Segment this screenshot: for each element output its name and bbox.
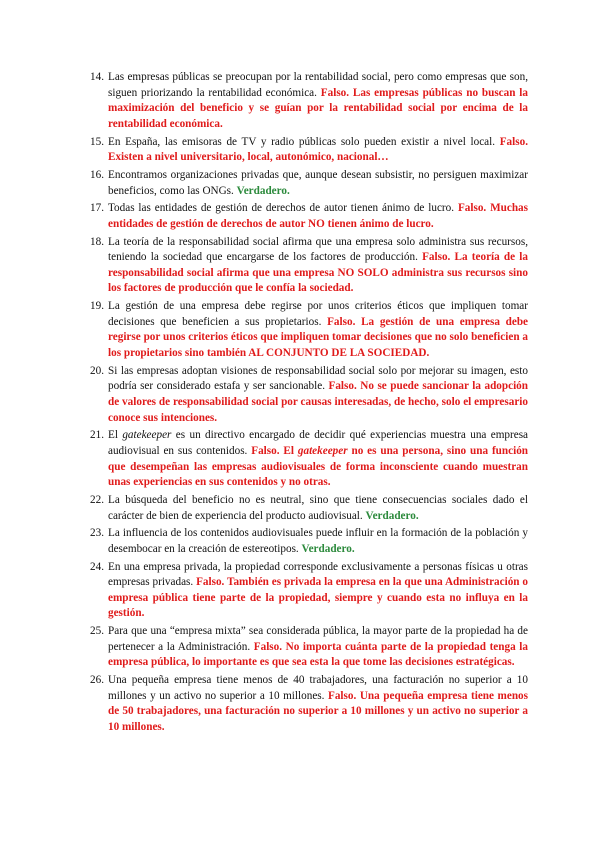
item-body [108, 70, 528, 132]
item-number: 25. [90, 625, 104, 638]
question-text: En una empresa privada, la propiedad corresponde exclusivamente a personas físicas u otras empresas privadas. [108, 560, 528, 589]
question-text: Si las empresas adoptan visiones de responsabilidad social solo por mejorar su imagen, esto podría ser considerado estafa y ser sancionable. [108, 364, 528, 393]
answer-text: Falso. No se puede sancionar la adopción de valores de responsabilidad social por causas interesadas, de hecho, solo el empresario conoce sus intenciones. [108, 380, 528, 424]
question-text: Encontramos organizaciones privadas que, aunque desean subsistir, no persiguen maximizar beneficios, como las ONGs. [108, 168, 528, 197]
question-text: La búsqueda del beneficio no es neutral, sino que tiene consecuencias sociales dado el carácter de bien de experiencia del producto audiovisual. [108, 493, 528, 522]
item-body [108, 624, 528, 671]
item-body [108, 135, 528, 166]
answer-text: Verdadero. [236, 184, 290, 197]
item-body [108, 201, 528, 232]
item-body [108, 526, 528, 557]
list-item [90, 428, 528, 490]
item-number: 20. [90, 364, 104, 377]
list-item [90, 560, 528, 622]
list-item [90, 299, 528, 361]
question-text: Todas las entidades de gestión de derechos de autor tienen ánimo de lucro. [108, 202, 455, 215]
question-text: La influencia de los contenidos audiovisuales puede influir en la formación de la población y desembocar en la creación de estereotipos. [108, 527, 528, 555]
answer-text: Falso. Una pequeña empresa tiene menos de 50 trabajadores, una facturación no superior a 10 millones y un activo no superior a 10 millones. [108, 689, 528, 733]
item-number: 16. [90, 168, 104, 181]
item-number: 21. [90, 429, 104, 442]
answer-text: Falso. Muchas entidades de gestión de derechos de autor NO tienen ánimo de lucro. [108, 202, 529, 230]
item-body [108, 364, 528, 426]
list-item [90, 624, 528, 671]
question-text-start: El [108, 429, 118, 442]
item-number: 23. [90, 527, 104, 540]
answer-text: Verdadero. [301, 542, 355, 555]
list-item [90, 168, 528, 199]
item-number: 26. [90, 674, 104, 687]
list-item [90, 493, 528, 524]
gatekeeper-term: gatekeeper [122, 429, 172, 442]
item-body [108, 493, 528, 524]
list-item [90, 526, 528, 557]
list-item [90, 235, 528, 297]
answer-text: Falso. No importa cuánta parte de la propiedad tenga la empresa pública, lo importante es que sea esta la que tome las decisiones estratégicas. [108, 640, 528, 669]
item-number: 14. [90, 71, 104, 83]
question-list [90, 70, 528, 738]
list-item [90, 135, 528, 166]
answer-text-start: Falso. El [251, 444, 294, 457]
item-number: 24. [90, 560, 104, 573]
answer-text: Falso. También es privada la empresa en la que una Administración o empresa pública tiene parte de la propiedad, siempre y cuando esta no influya en la gestión. [108, 576, 528, 620]
answer-text: Falso. La gestión de una empresa debe regirse por unos criterios éticos que impliquen tomar decisiones que no solo beneficien a los propietarios sino también AL CONJUNTO DE LA SOCIEDAD. [108, 315, 529, 360]
list-item [90, 673, 528, 735]
list-item [90, 70, 528, 132]
question-text: La gestión de una empresa debe regirse por unos criterios éticos que impliquen tomar decisiones que beneficien a sus propietarios. [108, 300, 528, 328]
question-text: La teoría de la responsabilidad social afirma que una empresa solo administra sus recursos, teniendo la sociedad que encargarse de los factores de producción. [108, 235, 528, 264]
question-text: Las empresas públicas se preocupan por la rentabilidad social, pero como empresas que son, siguen priorizando la rentabilidad económica. [108, 71, 528, 99]
item-body [108, 299, 528, 361]
item-body [108, 428, 528, 490]
item-number: 19. [90, 300, 104, 313]
gatekeeper-term: gatekeeper [297, 444, 348, 457]
item-body [108, 235, 528, 297]
item-body [108, 560, 528, 622]
question-text: Para que una “empresa mixta” sea considerada pública, la mayor parte de la propiedad ha de pertenecer a la Administración. [108, 625, 528, 653]
list-item [90, 201, 528, 232]
item-body [108, 673, 528, 735]
answer-text: Falso. Existen a nivel universitario, local, autonómico, nacional… [108, 135, 528, 164]
question-text: Una pequeña empresa tiene menos de 40 trabajadores, una facturación no superior a 10 millones y un activo no superior a 10 millones. [108, 674, 528, 702]
item-number: 17. [90, 202, 104, 215]
item-number: 15. [90, 135, 104, 148]
item-number: 18. [90, 235, 104, 248]
answer-text: Falso. Las empresas públicas no buscan la maximización del beneficio y se guían por la rentabilidad social por encima de la rentabilidad económica. [108, 86, 529, 130]
question-text: En España, las emisoras de TV y radio públicas solo pueden existir a nivel local. [108, 135, 496, 148]
question-text-end: es un directivo encargado de decidir qué experiencias muestra una empresa audiovisual en sus contenidos. [108, 429, 529, 457]
answer-text-end: no es una persona, sino una función que desempeñan las empresas audiovisuales de forma inconsciente cuando muestran unas experiencias en sus contenidos y no otras. [108, 444, 529, 489]
list-item [90, 364, 528, 426]
item-number: 22. [90, 493, 104, 506]
item-body [108, 168, 528, 199]
answer-text: Verdadero. [365, 509, 419, 522]
answer-text: Falso. La teoría de la responsabilidad social afirma que una empresa NO SOLO administra sus recursos sino los factores de producción que le confía la sociedad. [108, 251, 528, 295]
